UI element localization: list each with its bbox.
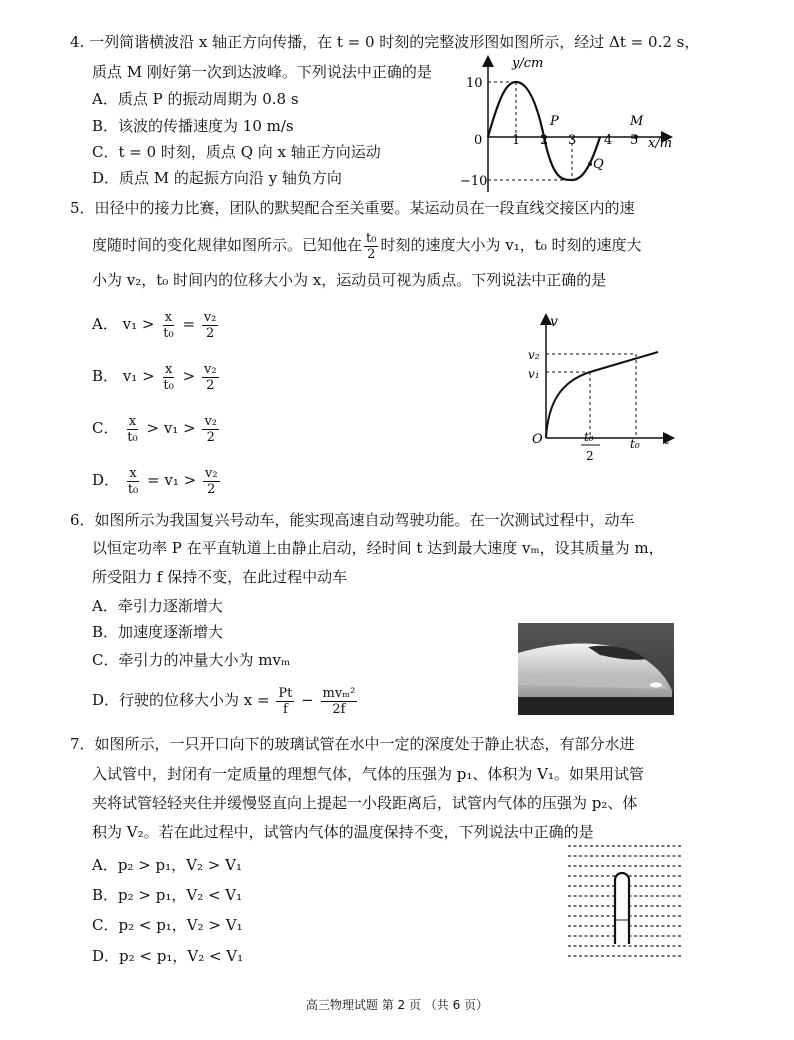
q5-opt-d-x: x	[129, 465, 137, 481]
q5-opt-c-frac1	[125, 414, 139, 445]
q5-frac-half-t0	[364, 231, 378, 262]
q6-stem-line2: 以恒定功率 P 在平直轨道上由静止启动，经时间 t 达到最大速度 vₘ，设其质量为 m，	[92, 539, 664, 557]
q5-option-a	[92, 305, 220, 343]
q4-point-q	[588, 162, 592, 166]
q5-opt-a-t0: t₀	[163, 325, 174, 341]
q6-train-headlight	[650, 683, 662, 688]
q5-opt-a-label: A．	[92, 315, 118, 333]
q5-option-b	[92, 357, 221, 395]
q5-opt-c-p2: > v₁ >	[146, 419, 196, 437]
q5-opt-c-frac2	[202, 414, 219, 445]
q7-option-b: B．p₂ > p₁，V₂ < V₁	[92, 886, 243, 904]
q5-opt-b-t0: t₀	[163, 377, 174, 393]
q7-stem-line3: 夹将试管轻轻夹住并缓慢竖直向上提起一小段距离后，试管内气体的压强为 p₂、体	[92, 794, 638, 812]
q4-option-c: C．t = 0 时刻，质点 Q 向 x 轴正方向运动	[92, 143, 381, 161]
q6-opt-d-num1: Pt	[278, 685, 293, 701]
q6-train-photo	[518, 623, 674, 715]
q6-stem-line3: 所受阻力 f 保持不变，在此过程中动车	[92, 568, 348, 586]
q4-stem-line1: 4. 一列简谐横波沿 x 轴正方向传播，在 t = 0 时刻的完整波形图如图所示，经过 Δt = 0.2 s，	[70, 33, 700, 51]
q5-origin: O	[532, 432, 543, 447]
q5-frac-den: 2	[367, 246, 376, 262]
q4-label-10: 10	[466, 76, 483, 91]
q7-option-c: C．p₂ < p₁，V₂ > V₁	[92, 916, 243, 934]
q5-opt-c-label: C．	[92, 419, 119, 437]
q5-stem-line2	[92, 228, 642, 262]
q6-opt-d-num2: mvₘ²	[322, 685, 356, 701]
q5-v2-label: v₂	[528, 348, 540, 362]
q6-option-a: A．牵引力逐渐增大	[92, 597, 223, 615]
q5-t-label: t	[664, 432, 670, 448]
q5-opt-b-frac1	[161, 362, 175, 393]
q5-opt-b-frac2	[202, 362, 219, 393]
q5-frac-num: t₀	[366, 230, 377, 246]
q4-label-minus10: −10	[460, 174, 488, 189]
q5-opt-b-p1: v₁ >	[122, 367, 155, 385]
q5-stem-line2-a: 度随时间的变化规律如图所示。已知他在	[92, 236, 363, 254]
q5-opt-d-t0: t₀	[127, 481, 139, 497]
q4-tick-1: 1	[512, 133, 521, 148]
q4-stem-line2: 质点 M 刚好第一次到达波峰。下列说法中正确的是	[92, 63, 432, 81]
q5-half-t0-den: 2	[586, 449, 594, 463]
q6-option-b: B．加速度逐渐增大	[92, 623, 224, 641]
q5-half-t0-num: t₀	[584, 430, 594, 444]
q4-option-d: D．质点 M 的起振方向沿 y 轴负方向	[92, 169, 342, 187]
q6-opt-d-prefix: D．行驶的位移大小为 x =	[92, 691, 270, 709]
q5-opt-d-frac2	[203, 466, 220, 497]
q6-opt-d-den2: 2f	[332, 701, 346, 717]
q7-stem-line1: 7．如图所示，一只开口向下的玻璃试管在水中一定的深度处于静止状态，有部分水进	[70, 735, 635, 753]
q5-opt-b-label: B．	[92, 367, 119, 385]
q5-opt-d-frac1	[126, 466, 140, 497]
q4-origin: 0	[474, 133, 483, 148]
q5-opt-a-two: 2	[205, 325, 215, 341]
q5-opt-b-v2: v₂	[204, 361, 217, 377]
q6-option-c: C．牵引力的冲量大小为 mvₘ	[92, 651, 291, 669]
q5-opt-a-p1: v₁ >	[122, 315, 155, 333]
q5-v1-label: v₁	[528, 367, 540, 381]
q4-option-b: B．该波的传播速度为 10 m/s	[92, 117, 294, 135]
q4-tick-4: 4	[604, 133, 613, 148]
q4-tick-5: 5	[630, 133, 639, 148]
q5-opt-c-two: 2	[206, 429, 215, 445]
q6-option-d	[92, 680, 359, 720]
q6-opt-d-minus: −	[301, 691, 314, 709]
q4-option-a: A．质点 P 的振动周期为 0.8 s	[92, 90, 299, 108]
q4-label-p: P	[550, 114, 559, 129]
q4-xlabel: x/m	[648, 136, 673, 151]
q7-option-a: A．p₂ > p₁，V₂ > V₁	[92, 856, 242, 874]
q5-opt-b-p2: >	[182, 367, 196, 385]
q5-stem-line1: 5．田径中的接力比赛，团队的默契配合至关重要。某运动员在一段直线交接区内的速	[70, 199, 635, 217]
q5-stem-line3: 小为 v₂，t₀ 时间内的位移大小为 x，运动员可视为质点。下列说法中正确的是	[92, 271, 607, 289]
q5-vt-curve	[546, 352, 658, 438]
q7-stem-line4: 积为 V₂。若在此过程中，试管内气体的温度保持不变，下列说法中正确的是	[92, 823, 594, 841]
q5-opt-c-v2: v₂	[204, 413, 217, 429]
q5-opt-d-v2: v₂	[204, 465, 218, 481]
q5-opt-c-x: x	[128, 413, 137, 429]
q7-test-tube-figure	[564, 840, 688, 968]
q6-opt-d-frac2	[321, 686, 358, 717]
q5-opt-a-frac1	[161, 310, 175, 341]
q4-wave-figure	[450, 52, 685, 196]
q4-label-q: Q	[593, 157, 604, 172]
q5-opt-a-p2: =	[182, 315, 196, 333]
q5-t0-label: t₀	[630, 437, 640, 451]
q5-v-label: v	[550, 314, 558, 330]
q5-opt-a-x: x	[164, 309, 173, 325]
q4-wave-curve	[488, 82, 600, 180]
q6-opt-d-frac1	[276, 686, 294, 717]
q5-opt-b-x: x	[164, 361, 173, 377]
q4-label-m: M	[630, 114, 644, 129]
q5-vt-figure	[524, 310, 684, 472]
q5-opt-a-frac2	[202, 310, 219, 341]
page-footer: 高三物理试题 第 2 页 （共 6 页）	[305, 998, 489, 1012]
q4-tick-3: 3	[568, 133, 577, 148]
q5-opt-d-p2: = v₁ >	[147, 471, 197, 489]
q5-opt-a-v2: v₂	[203, 309, 217, 325]
q5-opt-b-two: 2	[206, 377, 215, 393]
q4-tick-2: 2	[540, 133, 549, 148]
q5-stem-line2-b: 时刻的速度大小为 v₁，t₀ 时刻的速度大	[380, 236, 642, 254]
q7-option-d: D．p₂ < p₁，V₂ < V₁	[92, 947, 244, 965]
q7-tube-gas	[615, 873, 629, 943]
q7-stem-line2: 入试管中，封闭有一定质量的理想气体，气体的压强为 p₁、体积为 V₁。如果用试管	[92, 765, 645, 783]
q6-opt-d-den1: f	[282, 701, 288, 717]
q5-option-c	[92, 409, 221, 447]
q5-opt-d-label: D．	[92, 471, 120, 489]
q4-ylabel: y/cm	[512, 56, 544, 71]
q5-opt-c-t0: t₀	[127, 429, 138, 445]
q5-opt-d-two: 2	[207, 481, 216, 497]
q6-stem-line1: 6．如图所示为我国复兴号动车，能实现高速自动驾驶功能。在一次测试过程中，动车	[70, 511, 635, 529]
q5-option-d	[92, 461, 222, 499]
